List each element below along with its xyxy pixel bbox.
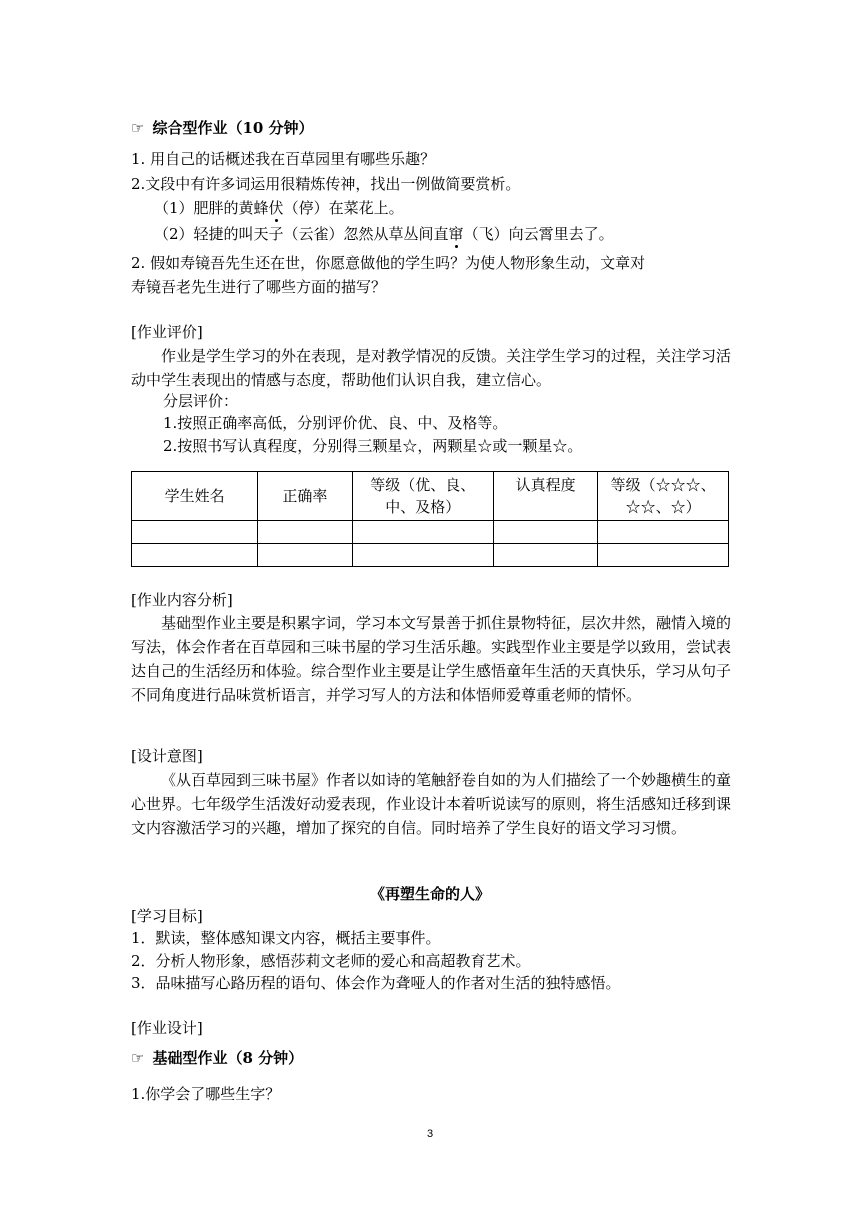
table-header-row (132, 472, 729, 521)
learning-goals-heading: [学习目标] (131, 907, 203, 925)
basic-homework-heading (131, 1047, 303, 1069)
evaluation-paragraph (131, 344, 731, 392)
table-cell (598, 544, 729, 567)
question-2b (154, 223, 614, 245)
header-accuracy: 正确率 (258, 472, 352, 521)
question-3-line-1: 2. 假如寿镜吾先生还在世，你愿意做他的学生吗？为使人物形象生动，文章对 (131, 254, 646, 272)
table-row (132, 544, 729, 567)
design-intent-paragraph (131, 768, 731, 840)
pointing-hand-icon: ☞ (131, 119, 145, 137)
table-cell (132, 544, 258, 567)
content-analysis-text: 基础型作业主要是积累字词，学习本文写景善于抓住景物特征，层次井然，融情入境的写法，体会作者在百草园和三味书屋的学习生活乐趣。实践型作业主要是学以致用，尝试表达自己的生活经历和体验。综合型作业主要是让学生感悟童年生活的天真快乐，学习从句子不同角度进行品味赏析语言，并学习写人的方法和体悟师爱尊重老师的情怀。 (131, 614, 732, 704)
pointing-hand-icon: ☞ (131, 1049, 145, 1067)
header-student-name: 学生姓名 (132, 472, 258, 521)
table-cell (598, 521, 729, 544)
table-cell (132, 521, 258, 544)
learning-goal-1: 1．默读，整体感知课文内容，概括主要事件。 (131, 929, 441, 947)
design-intent-text: 《从百草园到三味书屋》作者以如诗的笔触舒卷自如的为人们描绘了一个妙趣横生的童心世界。七年级学生活泼好动爱表现，作业设计本着听说读写的原则，将生活感知迁移到课文内容激活学习的兴趣，增加了探究的自信。同时培养了学生良好的语文学习习惯。 (131, 771, 732, 837)
basic-question-1: 1.你学会了哪些生字？ (131, 1085, 281, 1103)
question-2a-post: （停）在菜花上。 (283, 199, 404, 217)
question-2a-pre: （1）肥胖的黄蜂 (154, 199, 269, 217)
question-2b-emphasis: 窜 (448, 225, 464, 243)
comprehensive-homework-heading-text: 综合型作业（10 分钟） (152, 119, 314, 137)
content-analysis-paragraph (131, 611, 731, 707)
table-row (132, 521, 729, 544)
page-number: 3 (426, 1128, 434, 1140)
evaluation-table (131, 471, 729, 567)
question-2: 2.文段中有许多词运用很精炼传神，找出一例做简要赏析。 (131, 175, 521, 193)
table-cell (493, 544, 597, 567)
question-2b-pre: （2）轻捷的叫天子（云雀）忽然从草丛间直 (154, 225, 449, 243)
basic-homework-heading-text: 基础型作业（8 分钟） (152, 1049, 304, 1067)
question-3-line-2: 寿镜吾老先生进行了哪些方面的描写？ (131, 278, 387, 296)
header-star-grade: 等级（☆☆☆、☆☆、☆） (598, 472, 729, 521)
evaluation-heading: [作业评价] (131, 323, 203, 341)
question-2b-post: （飞）向云霄里去了。 (463, 225, 614, 243)
table-cell (352, 521, 493, 544)
header-seriousness: 认真程度 (493, 472, 597, 521)
lesson-title: 《再塑生命的人》 (369, 885, 490, 903)
table-cell (258, 521, 352, 544)
learning-goal-2: 2．分析人物形象，感悟莎莉文老师的爱心和高超教育艺术。 (131, 952, 531, 970)
evaluation-text: 作业是学生学习的外在表现，是对教学情况的反馈。关注学生学习的过程，关注学习活动中学生表现出的情感与态度，帮助他们认识自我，建立信心。 (131, 347, 732, 389)
table-cell (258, 544, 352, 567)
content-analysis-heading: [作业内容分析] (131, 591, 233, 609)
homework-design-heading: [作业设计] (131, 1019, 203, 1037)
design-intent-heading: [设计意图] (131, 747, 203, 765)
header-grade: 等级（优、良、中、及格） (352, 472, 493, 521)
question-2a-emphasis: 伏 (268, 199, 284, 217)
evaluation-rule-2: 2.按照书写认真程度，分别得三颗星☆，两颗星☆或一颗星☆。 (163, 437, 583, 455)
question-1: 1. 用自己的话概述我在百草园里有哪些乐趣？ (131, 150, 436, 168)
evaluation-rule-1: 1.按照正确率高低，分别评价优、良、中、及格等。 (163, 414, 508, 432)
learning-goal-3: 3．品味描写心路历程的语句、体会作为聋哑人的作者对生活的独特感悟。 (131, 974, 621, 992)
table-cell (352, 544, 493, 567)
table-cell (493, 521, 597, 544)
comprehensive-homework-heading (131, 117, 314, 139)
layered-evaluation-label: 分层评价： (163, 392, 239, 410)
question-2a (154, 197, 404, 219)
